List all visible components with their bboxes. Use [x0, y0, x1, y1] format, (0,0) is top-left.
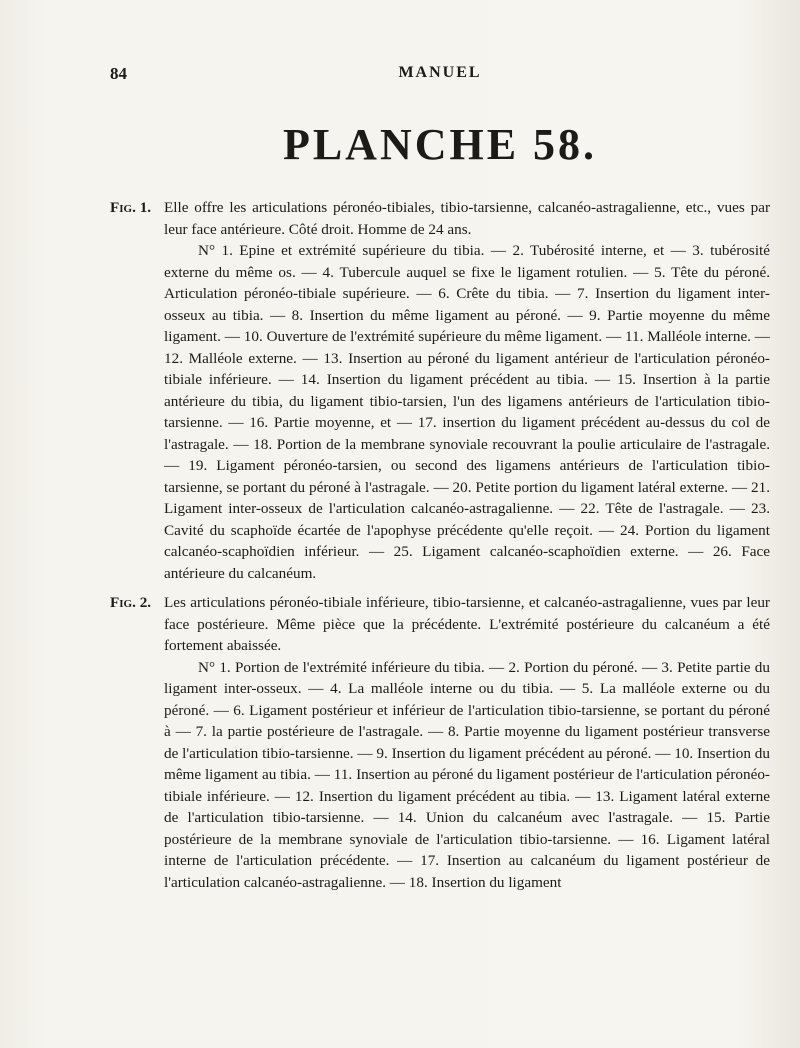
figure-description: Elle offre les articulations péronéo-tibiales, tibio-tarsienne, calcanéo-astragalienne, etc., vues par leur face antérieure. Côté droit. Homme de 24 ans. [164, 199, 770, 238]
figure-label: Fig. 2. [110, 594, 152, 611]
figure-2-legend [110, 592, 770, 893]
plate-legend [110, 197, 770, 901]
page-number: 84 [110, 64, 127, 83]
running-title: MANUEL [398, 64, 482, 81]
figure-label: Fig. 1. [110, 199, 152, 216]
page-header [110, 64, 770, 88]
plate-title: PLANCHE 58. [282, 120, 598, 169]
figure-description: Les articulations péronéo-tibiale inférieure, tibio-tarsienne, et calcanéo-astragalienne, vues par leur face postérieure. Même pièce que la précédente. L'extrémité postérieure du calcanéum a été fortement abaissée. [164, 594, 770, 654]
figure-items: N° 1. Portion de l'extrémité inférieure du tibia. — 2. Portion du péroné. — 3. Petite partie du ligament inter-osseux. — 4. La malléole interne ou du tibia. — 5. La malléole externe ou du péroné. — 6. Ligament postérieur et inférieur de l'articulation tibio-tarsienne, se portant du péroné à — 7. la partie postérieure de l'astragale. — 8. Partie moyenne du ligament postérieur transverse de l'articulation tibio-tarsienne. — 9. Insertion du ligament précédent au péroné. — 10. Insertion du même ligament au tibia. — 11. Insertion au péroné du ligament postérieur de l'articulation péronéo-tibiale inférieure. — 12. Insertion du ligament précédent au tibia. — 13. Ligament latéral externe de l'articulation tibio-tarsienne. — 14. Union du calcanéum avec l'astragale. — 15. Partie postérieure de la membrane synoviale de l'articulation tibio-tarsienne. — 16. Ligament latéral interne de l'articulation précédente. — 17. Insertion au calcanéum du ligament postérieur de l'articulation calcanéo-astragalienne. — 18. Insertion du ligament [164, 658, 770, 891]
figure-1-legend [110, 197, 770, 584]
figure-items: N° 1. Epine et extrémité supérieure du tibia. — 2. Tubérosité interne, et — 3. tubérosité externe du même os. — 4. Tubercule auquel se fixe le ligament rotulien. — 5. Tête du péroné. Articulation péronéo-tibiale supérieure. — 6. Crête du tibia. — 7. Insertion du ligament inter-osseux au tibia. — 8. Insertion du même ligament au péroné. — 9. Partie moyenne du même ligament. — 10. Ouverture de l'extrémité supérieure du même ligament. — 11. Malléole interne. — 12. Malléole externe. — 13. Insertion au péroné du ligament antérieur de l'articulation péronéo-tibiale inférieure. — 14. Insertion du ligament précédent au tibia. — 15. Insertion à la partie antérieure du tibia, du ligament tibio-tarsien, l'un des ligamens antérieurs de l'articulation tibio-tarsienne. — 16. Partie moyenne, et — 17. insertion du ligament précédent au-dessus du col de l'astragale. — 18. Portion de la membrane synoviale recouvrant la poulie articulaire de l'astragale. — 19. Ligament péronéo-tarsien, ou second des ligamens antérieurs de l'articulation tibio-tarsienne, se portant du péroné à l'astragale. — 20. Petite portion du ligament latéral externe. — 21. Ligament inter-osseux de l'articulation calcanéo-astragalienne. — 22. Tête de l'astragale. — 23. Cavité du scaphoïde écartée de l'apophyse précédente qu'elle reçoit. — 24. Portion du ligament calcanéo-scaphoïdien inférieur. — 25. Ligament calcanéo-scaphoïdien externe. — 26. Face antérieure du calcanéum. [164, 242, 770, 582]
